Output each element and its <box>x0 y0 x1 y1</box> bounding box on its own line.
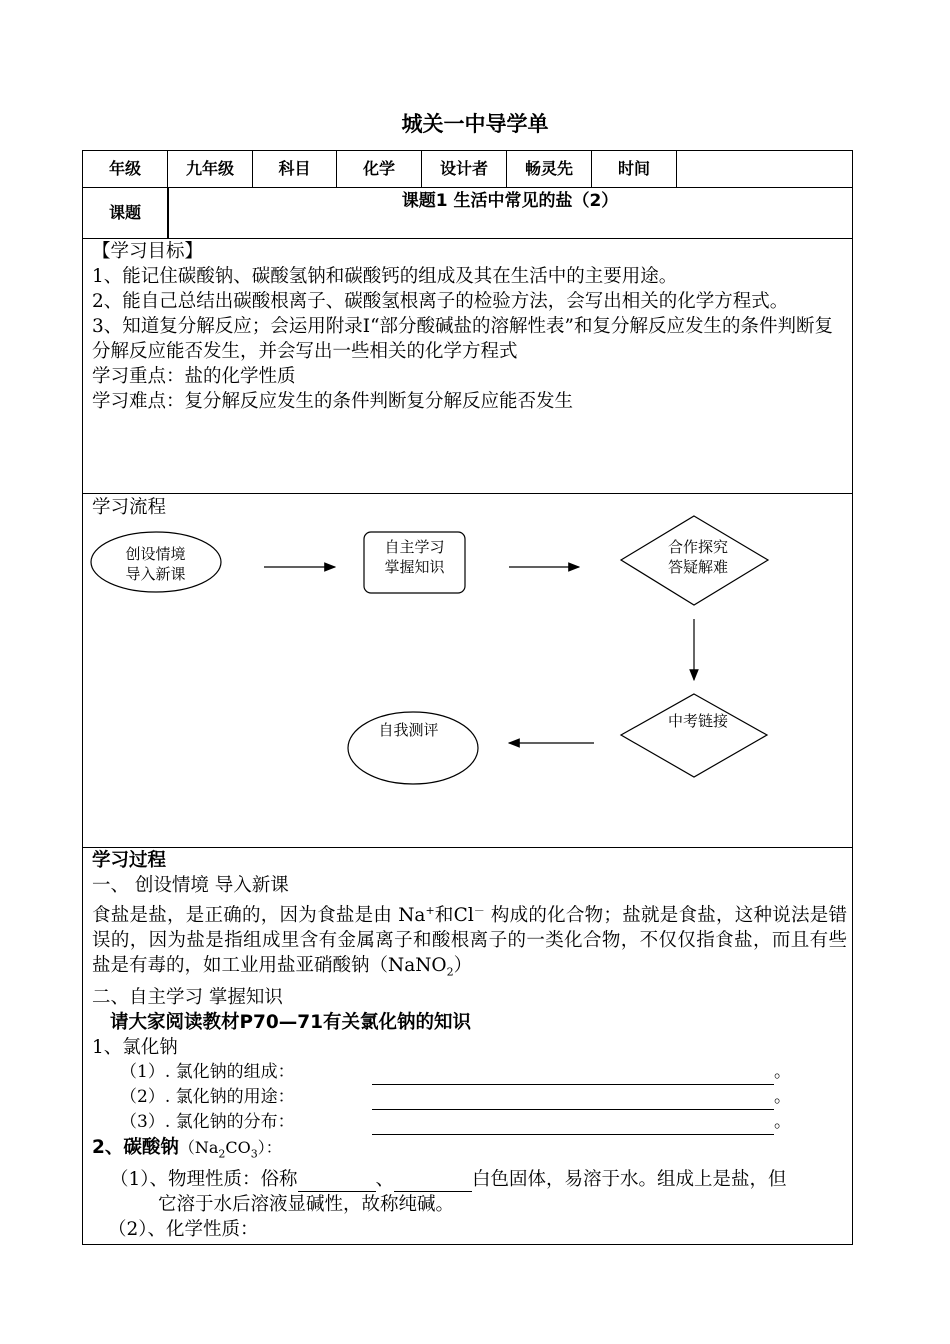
objectives-heading: 【学习目标】 <box>92 241 204 262</box>
flow-step-selftest: 自我测评 <box>378 721 439 739</box>
period: 。 <box>774 1061 791 1082</box>
learning-difficulty: 学习难点：复分解反应发生的条件判断复分解反应能否发生 <box>92 391 574 412</box>
grade-label: 年级 <box>83 151 168 187</box>
separator: 、 <box>375 1168 395 1190</box>
grade-value: 九年级 <box>168 151 253 187</box>
part1-text: 和Cl <box>434 905 474 927</box>
formula-part: ）： <box>257 1137 282 1157</box>
flow-step-start-line: 导入新课 <box>125 565 186 583</box>
topic-value: 课题1 生活中常见的盐（2） <box>401 191 619 211</box>
designer-value: 畅灵先 <box>507 151 592 187</box>
learning-focus: 学习重点：盐的化学性质 <box>92 366 296 387</box>
flow-step-study <box>364 537 465 577</box>
physical-properties <box>92 1167 847 1192</box>
answer-blank[interactable] <box>298 1171 376 1192</box>
flow-step-explore <box>648 537 748 577</box>
objective-item: 3、知道复分解反应；会运用附录Ⅰ“部分酸碱盐的溶解性表”和复分解反应发生的条件判断复分解反应能否发生，并会写出一些相关的化学方程式 <box>92 316 833 362</box>
na2co3-heading <box>92 1135 847 1167</box>
flow-step-study-line: 自主学习 <box>384 538 445 556</box>
na2co3-heading-text: 2、碳酸钠 <box>92 1136 179 1158</box>
designer-label: 设计者 <box>422 151 507 187</box>
formula-part: （Na <box>178 1137 219 1157</box>
reading-instruction: 请大家阅读教材P70—71有关氯化钠的知识 <box>110 1011 472 1033</box>
time-value <box>677 151 852 187</box>
superscript: + <box>425 904 435 917</box>
subject-label: 科目 <box>253 151 337 187</box>
flow-heading: 学习流程 <box>92 497 167 518</box>
part1-title: 一、 创设情境 导入新课 <box>92 875 289 896</box>
flow-step-exam-diamond <box>621 694 767 777</box>
subject-value: 化学 <box>337 151 422 187</box>
part1-paragraph <box>92 898 847 985</box>
part1-text: 构成的化合物；盐就是食盐，这种说法是错误的，因为盐是指组成里含有金属离子和酸根离子的一类化合物，不仅仅指食盐，而且有些盐是有毒的，如工业用盐亚硝酸钠（NaNO <box>92 905 847 977</box>
flow-step-explore-line: 合作探究 <box>667 538 728 556</box>
subscript: 2 <box>218 1147 226 1161</box>
answer-blank[interactable] <box>394 1171 472 1192</box>
part2-title: 二、自主学习 掌握知识 <box>92 986 283 1008</box>
answer-blank[interactable] <box>372 1114 774 1135</box>
nacl-heading: 1、氯化钠 <box>92 1036 178 1058</box>
worksheet-table <box>82 150 853 1245</box>
part1-text: 食盐是盐，是正确的，因为食盐是由 Na <box>92 905 426 927</box>
document-title: 城关一中导学单 <box>401 112 549 136</box>
flow-step-start-line: 创设情境 <box>125 545 186 563</box>
nacl-question-label: （1）. 氯化钠的组成： <box>120 1061 295 1082</box>
process-section <box>92 848 847 1242</box>
objective-item: 1、能记住碳酸钠、碳酸氢钠和碳酸钙的组成及其在生活中的主要用途。 <box>92 266 678 287</box>
nacl-question-label: （2）. 氯化钠的用途： <box>120 1086 295 1107</box>
period: 。 <box>774 1086 791 1107</box>
chemical-properties: （2）、化学性质： <box>108 1218 259 1240</box>
answer-blank[interactable] <box>372 1089 774 1110</box>
time-label: 时间 <box>592 151 677 187</box>
period: 。 <box>774 1111 791 1132</box>
superscript: － <box>473 904 485 917</box>
objective-item: 2、能自己总结出碳酸根离子、碳酸氢根离子的检验方法，会写出相关的化学方程式。 <box>92 291 789 312</box>
formula-part: CO <box>225 1137 251 1157</box>
physical-properties-cont: 它溶于水后溶液显碱性，故称纯碱。 <box>158 1193 455 1215</box>
nacl-question-label: （3）. 氯化钠的分布： <box>120 1111 295 1132</box>
subscript: 2 <box>446 965 454 979</box>
flow-step-study-line: 掌握知识 <box>384 558 445 576</box>
nacl-question <box>92 1085 847 1110</box>
subscript: 3 <box>250 1147 258 1161</box>
column-divider <box>168 188 169 238</box>
flow-step-explore-line: 答疑解难 <box>667 558 728 576</box>
flow-step-exam: 中考链接 <box>667 712 728 730</box>
answer-blank[interactable] <box>372 1064 774 1085</box>
topic-label: 课题 <box>83 188 168 238</box>
physical-properties-text: （1）、物理性质：俗称 <box>110 1168 298 1190</box>
nacl-question <box>92 1110 847 1135</box>
objectives-section <box>92 239 847 414</box>
physical-properties-text: 白色固体，易溶于水。组成上是盐，但 <box>472 1168 787 1190</box>
part1-text: ） <box>453 955 473 977</box>
nacl-question <box>92 1060 847 1085</box>
process-heading: 学习过程 <box>92 850 167 871</box>
flow-step-start <box>98 544 213 584</box>
